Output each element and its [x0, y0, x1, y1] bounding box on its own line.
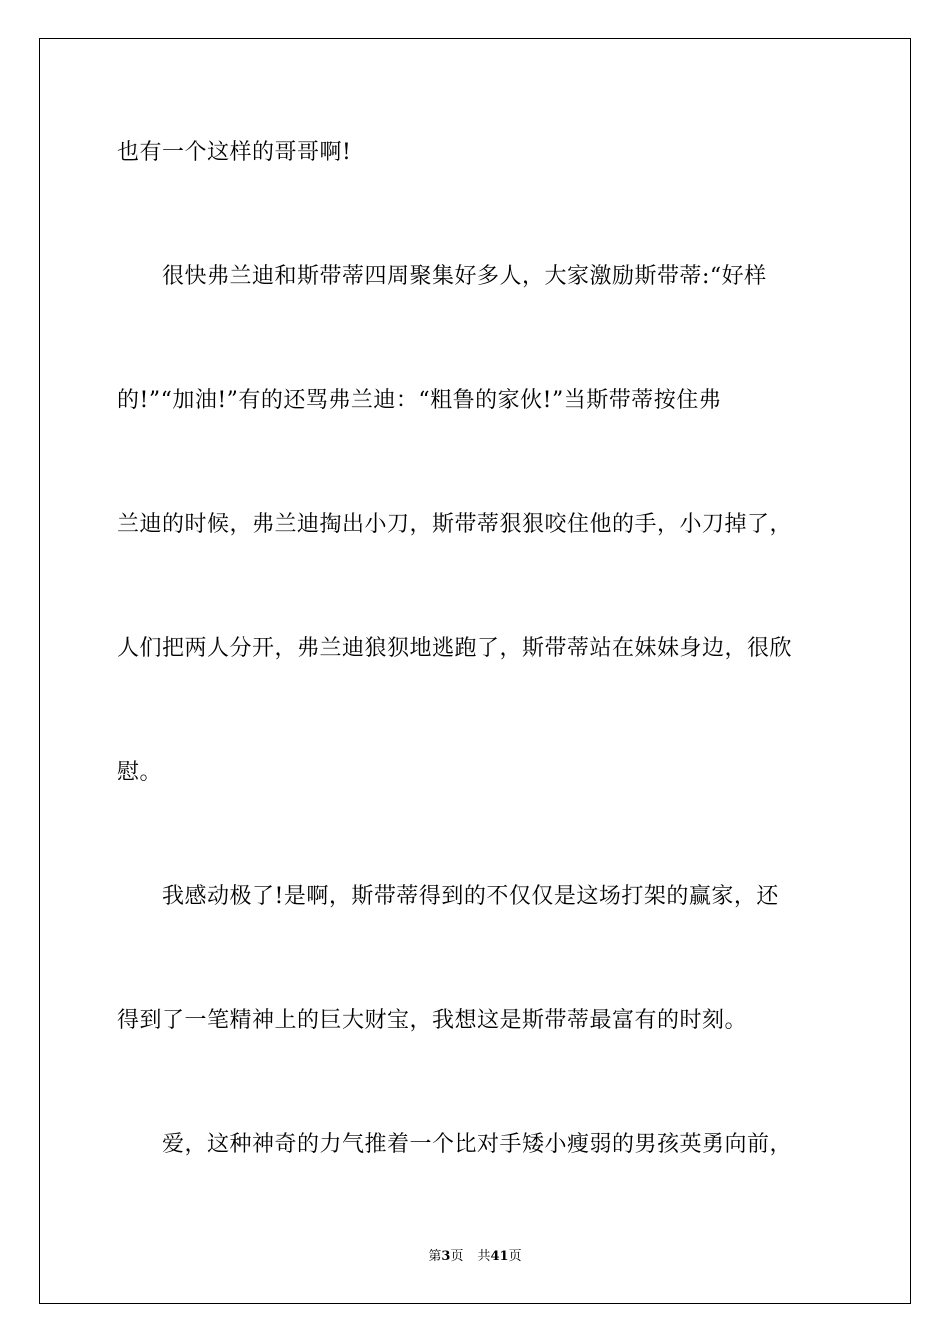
page-suffix: 页: [450, 1249, 464, 1264]
text-line-5: 人们把两人分开，弗兰迪狼狈地逃跑了，斯带蒂站在妹妹身边，很欣: [117, 636, 793, 661]
text-line-2: 很快弗兰迪和斯带蒂四周聚集好多人，大家激励斯带蒂:“好样: [117, 264, 767, 289]
page-border: [39, 38, 911, 1304]
text-line-3: 的!”“加油!”有的还骂弗兰迪：“粗鲁的家伙!”当斯带蒂按住弗: [117, 388, 722, 413]
text-line-4: 兰迪的时候，弗兰迪掏出小刀，斯带蒂狠狠咬住他的手，小刀掉了，: [117, 512, 793, 537]
page-number: 3: [441, 1249, 451, 1264]
total-prefix: 共: [477, 1249, 491, 1264]
text-line-8: 得到了一笔精神上的巨大财宝，我想这是斯带蒂最富有的时刻。: [117, 1008, 748, 1033]
text-line-9: 爱，这种神奇的力气推着一个比对手矮小瘦弱的男孩英勇向前，: [117, 1132, 793, 1157]
text-line-6: 慰。: [117, 760, 163, 785]
page-footer: [0, 1248, 950, 1266]
text-line-7: 我感动极了!是啊，斯带蒂得到的不仅仅是这场打架的赢家，还: [117, 884, 779, 909]
total-suffix: 页: [508, 1249, 522, 1264]
text-line-1: 也有一个这样的哥哥啊!: [117, 140, 352, 165]
total-pages: 41: [490, 1249, 509, 1264]
page-prefix: 第: [428, 1249, 442, 1264]
